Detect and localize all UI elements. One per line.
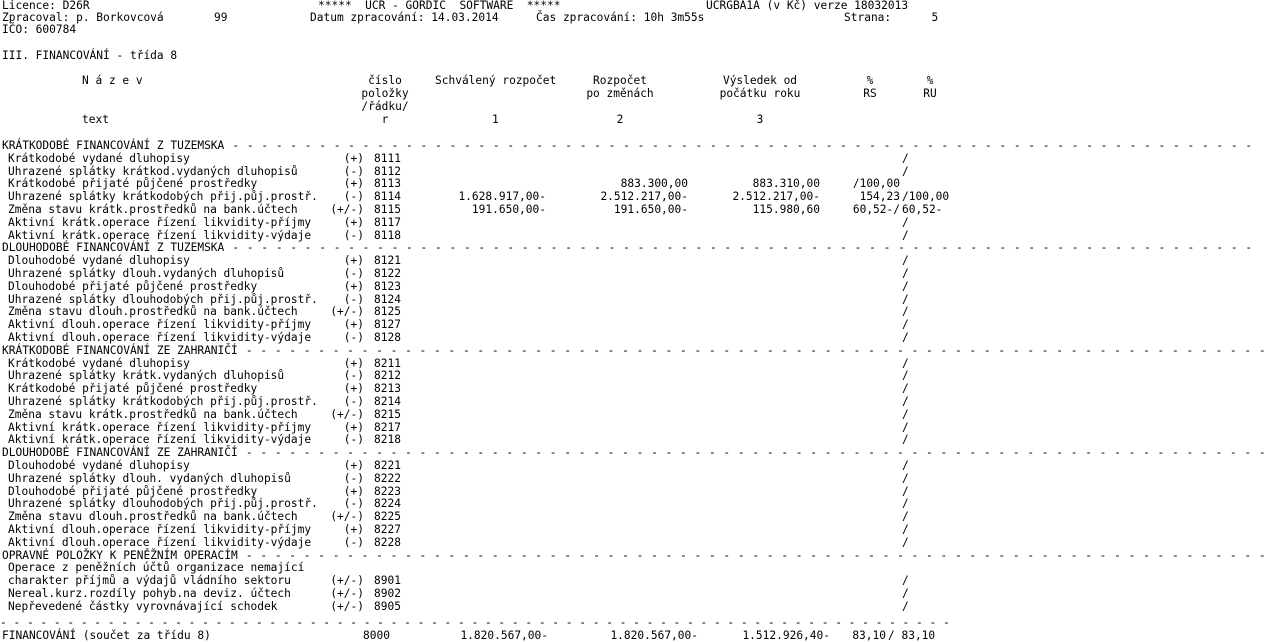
row-name: Uhrazené splátky krátkodobých přij.půj.prostř. [8,190,318,203]
section-title: III. FINANCOVÁNÍ - třída 8 [2,49,178,62]
row-number: 8214 [374,395,401,408]
row-budget [560,318,688,331]
row-sign: (+/-) [330,587,364,600]
row-result [692,523,820,536]
row-name: Změna stavu krátk.prostředků na bank.účtech [8,408,298,421]
row-result: 2.512.217,00- [732,190,820,203]
row-budget [560,152,688,165]
col-result-header-2: počátku roku [719,87,801,100]
row-approved [418,459,546,472]
row-approved: 1.628.917,00- [458,190,546,203]
row-approved [418,408,546,421]
row-number: 8213 [374,382,401,395]
row-number: 8114 [374,190,401,203]
row-number: 8228 [374,536,401,549]
col-text-header: text [82,113,109,126]
row-result: 115.980,60 [752,203,820,216]
row-sign: (+/-) [330,510,364,523]
row-approved [418,305,546,318]
row-rs: 60,52-/ [852,203,900,216]
row-number: 8117 [374,216,401,229]
row-rs: / [902,395,909,408]
row-number: 8225 [374,510,401,523]
row-name: Uhrazené splátky dlouhodobých přij.půj.prostř. [8,293,318,306]
group-heading: KRÁTKODOBÉ FINANCOVÁNÍ Z TUZEMSKA [2,139,225,152]
row-name: Aktivní dlouh.operace řízení likvidity-příjmy [8,318,312,331]
row-rs: / [902,254,909,267]
processing-time: Čas zpracování: 10h 3m55s [536,11,705,24]
row-sign: (+) [343,280,364,293]
row-budget: 883.300,00 [620,177,688,190]
row-approved [418,177,546,190]
row-number: 8905 [374,600,401,613]
row-approved [418,267,546,280]
row-number: 8115 [374,203,401,216]
row-sign: (+) [343,318,364,331]
row-approved [418,331,546,344]
row-name: Krátkodobé přijaté půjčené prostředky [8,382,258,395]
row-result [692,267,820,280]
row-rs: 154,23 [859,190,900,203]
row-sign: (+/-) [330,600,364,613]
row-sign: (-) [343,433,364,446]
row-name: Aktivní dlouh.operace řízení likvidity-výdaje [8,331,312,344]
col-ru-header-1: % [926,74,934,87]
dash-separator: - - - - - - - - - - - - - - - - - - - - - - - - - - - - - - - - - - - - - - - - - - - - - - - - - - - - - - - - - - - - - - - - - - - - - - - [245,344,1266,357]
row-name: Aktivní krátk.operace řízení likvidity-výdaje [8,433,312,446]
row-number: 8222 [374,472,401,485]
row-approved [418,369,546,382]
row-result [692,472,820,485]
row-name: Uhrazené splátky dlouh. vydaných dluhopisů [8,472,291,485]
row-rs: /100,00 [852,177,900,190]
row-budget [560,587,688,600]
row-rs: / [902,408,909,421]
row-number: 8112 [374,165,401,178]
col-num-header-2: položky [361,87,409,100]
row-rs: / [902,497,909,510]
row-result [692,152,820,165]
row-rs: / [902,382,909,395]
row-rs: / [902,267,909,280]
row-result [692,408,820,421]
row-approved: 191.650,00- [471,203,546,216]
row-approved [418,433,546,446]
report-id: UCRGBA1A (v Kč) verze 18032013 [706,0,909,12]
row-name: Aktivní krátk.operace řízení likvidity-příjmy [8,421,312,434]
row-name: Uhrazené splátky krátkod.vydaných dluhopisů [8,165,298,178]
licence-text: Licence: D26R [2,0,90,12]
row-sign: (+) [343,177,364,190]
row-result [692,433,820,446]
row-name: Uhrazené splátky krátk.vydaných dluhopisů [8,369,285,382]
row-approved [418,216,546,229]
row-name: Uhrazené splátky dlouhodobých přij.půj.prostř. [8,497,318,510]
row-result [692,305,820,318]
row-approved [418,510,546,523]
row-rs: / [902,216,909,229]
row-name: Dlouhodobé vydané dluhopisy [8,459,190,472]
row-budget [560,459,688,472]
row-number: 8125 [374,305,401,318]
row-rs: / [902,305,909,318]
row-budget [560,433,688,446]
row-budget [560,472,688,485]
total-approved: 1.820.567,00- [460,629,548,642]
col-approved-num: 1 [492,113,499,126]
row-ru: /100,00 [902,190,950,203]
row-sign: (-) [343,369,364,382]
row-number: 8221 [374,459,401,472]
row-rs: / [902,229,909,242]
row-text: Operace z peněžních účtů organizace nemající [8,561,305,574]
software-banner: ***** ÚČR - GORDIC SOFTWARE ***** [318,0,561,12]
row-result [692,369,820,382]
col-budget-num: 2 [616,113,624,126]
row-budget [560,510,688,523]
row-number: 8123 [374,280,401,293]
row-name: Aktivní dlouh.operace řízení likvidity-výdaje [8,536,312,549]
row-number: 8127 [374,318,401,331]
dash-separator: - - - - - - - - - - - - - - - - - - - - - - - - - - - - - - - - - - - - - - - - - - - - - - - - - - - - - - - - - - - - - - - - - - - - - - - [232,139,1253,152]
row-number: 8901 [374,574,401,587]
col-rs-header-1: % [866,74,874,87]
row-sign: (-) [343,229,364,242]
row-rs: / [902,165,909,178]
row-result [692,497,820,510]
row-number: 8227 [374,523,401,536]
row-name: Nepřevedené částky vyrovnávající schodek [8,600,278,613]
row-approved [418,395,546,408]
row-sign: (+/-) [330,408,364,421]
row-name: Krátkodobé vydané dluhopisy [8,357,190,370]
row-sign: (+/-) [330,305,364,318]
group-heading: DLOUHODOBÉ FINANCOVÁNÍ ZE ZAHRANIČÍ [2,446,238,459]
row-budget [560,600,688,613]
row-budget [560,395,688,408]
row-approved [418,497,546,510]
row-name: Aktivní dlouh.operace řízení likvidity-příjmy [8,523,312,536]
row-budget [560,267,688,280]
row-rs: / [902,459,909,472]
row-sign: (-) [343,331,364,344]
processed-by: Zpracoval: p. Borkovcová [2,11,164,24]
row-name: Změna stavu krátk.prostředků na bank.účtech [8,203,298,216]
row-approved [418,536,546,549]
row-rs: / [902,574,909,587]
row-sign: (+/-) [330,574,364,587]
row-approved [418,523,546,536]
row-sign: (-) [343,267,364,280]
row-budget [560,497,688,510]
row-budget [560,536,688,549]
row-budget [560,369,688,382]
row-name: Uhrazené splátky krátkodobých přij.půj.prostř. [8,395,318,408]
row-result [692,331,820,344]
row-approved [418,254,546,267]
row-budget [560,254,688,267]
total-result: 1.512.926,40- [742,629,830,642]
row-budget [560,382,688,395]
row-result [692,254,820,267]
row-sign: (+) [343,459,364,472]
row-number: 8113 [374,177,401,190]
row-number: 8218 [374,433,401,446]
processing-date: Datum zpracování: 14.03.2014 [310,11,499,24]
col-name-header: N á z e v [82,74,143,87]
ico-text: IČO: 600784 [2,23,77,36]
dash-separator: - - - - - - - - - - - - - - - - - - - - - - - - - - - - - - - - - - - - - - - - - - - - - - - - - - - - - - - - - - - - - - - - - - - - - - - [232,241,1253,254]
col-num-header-3: /řádku/ [361,100,409,113]
row-number: 8217 [374,421,401,434]
row-rs: / [902,536,909,549]
row-number: 8111 [374,152,401,165]
row-ru: 60,52- [902,203,943,216]
processor-code: 99 [214,11,228,24]
row-rs: / [902,318,909,331]
row-number: 8215 [374,408,401,421]
row-name: Dlouhodobé přijaté půjčené prostředky [8,485,258,498]
row-rs: / [902,152,909,165]
col-result-num: 3 [756,113,764,126]
row-result [692,510,820,523]
dash-separator: - - - - - - - - - - - - - - - - - - - - - - - - - - - - - - - - - - - - - - - - - - - - - - - - - - - - - - - - - - - - - - - - - - - - - - - [245,446,1266,459]
row-sign: (+) [343,421,364,434]
row-name: Aktivní krátk.operace řízení likvidity-příjmy [8,216,312,229]
group-heading: KRÁTKODOBÉ FINANCOVÁNÍ ZE ZAHRANIČÍ [2,344,238,357]
row-rs: / [902,421,909,434]
row-name: Změna stavu dlouh.prostředků na bank.účtech [8,305,298,318]
row-rs: / [902,587,909,600]
row-result [692,587,820,600]
row-approved [418,472,546,485]
row-rs: / [902,510,909,523]
row-name: charakter příjmů a výdajů vládního sektoru [8,574,291,587]
row-budget [560,523,688,536]
row-name: Aktivní krátk.operace řízení likvidity-výdaje [8,229,312,242]
row-sign: (+) [343,485,364,498]
row-budget: 2.512.217,00- [600,190,688,203]
row-result: 883.310,00 [752,177,820,190]
total-ru: / 83,10 [888,629,936,642]
row-name: Krátkodobé přijaté půjčené prostředky [8,177,258,190]
row-sign: (-) [343,165,364,178]
total-rs: 83,10 [852,629,886,642]
row-result [692,318,820,331]
row-rs: / [902,472,909,485]
row-budget: 191.650,00- [613,203,688,216]
row-name: Uhrazené splátky dlouh.vydaných dluhopisů [8,267,285,280]
row-result [692,382,820,395]
group-heading: DLOUHODOBÉ FINANCOVÁNÍ Z TUZEMSKA [2,241,225,254]
col-ru-header-2: RU [923,87,937,100]
row-rs: / [902,331,909,344]
row-sign: (+/-) [330,203,364,216]
row-result [692,216,820,229]
row-sign: (+) [343,216,364,229]
total-budget: 1.820.567,00- [610,629,698,642]
row-budget [560,280,688,293]
row-rs: / [902,433,909,446]
col-approved-header: Schválený rozpočet [435,74,557,87]
row-number: 8902 [374,587,401,600]
row-number: 8211 [374,357,401,370]
row-result [692,536,820,549]
row-approved [418,152,546,165]
row-name: Změna stavu dlouh.prostředků na bank.účtech [8,510,298,523]
row-sign: (+) [343,254,364,267]
row-number: 8223 [374,485,401,498]
row-sign: (+) [343,357,364,370]
row-number: 8224 [374,497,401,510]
row-name: Dlouhodobé přijaté půjčené prostředky [8,280,258,293]
row-sign: (-) [343,293,364,306]
dash-separator: - - - - - - - - - - - - - - - - - - - - - - - - - - - - - - - - - - - - - - - - - - - - - - - - - - - - - - - - - - - - - - - - - - - - - - - [0,616,950,629]
col-num-header-4: r [381,113,389,126]
row-name: Krátkodobé vydané dluhopisy [8,152,190,165]
row-rs: / [902,357,909,370]
row-approved [418,280,546,293]
row-name: Dlouhodobé vydané dluhopisy [8,254,190,267]
total-name: FINANCOVÁNÍ (součet za třídu 8) [2,629,211,642]
row-sign: (-) [343,190,364,203]
row-rs: / [902,293,909,306]
row-number: 8122 [374,267,401,280]
row-sign: (-) [343,536,364,549]
row-approved [418,600,546,613]
row-result [692,459,820,472]
row-approved [418,382,546,395]
row-rs: / [902,523,909,536]
row-result [692,280,820,293]
col-budget-header-1: Rozpočet [593,74,647,87]
row-rs: / [902,485,909,498]
row-name: Nereal.kurz.rozdíly pohyb.na deviz. účtech [8,587,291,600]
row-sign: (+) [343,382,364,395]
row-budget [560,408,688,421]
col-rs-header-2: RS [863,87,877,100]
row-number: 8128 [374,331,401,344]
row-sign: (+) [343,523,364,536]
row-budget [560,331,688,344]
row-number: 8124 [374,293,401,306]
row-sign: (-) [343,497,364,510]
row-result [692,574,820,587]
row-rs: / [902,369,909,382]
row-rs: / [902,280,909,293]
col-result-header-1: Výsledek od [722,74,798,87]
page-number: Strana: 5 [844,11,939,24]
total-num: 8000 [363,629,390,642]
col-budget-header-2: po změnách [586,87,654,100]
row-number: 8121 [374,254,401,267]
dash-separator: - - - - - - - - - - - - - - - - - - - - - - - - - - - - - - - - - - - - - - - - - - - - - - - - - - - - - - - - - - - - - - - - - - - - - - - [245,549,1266,562]
row-budget [560,216,688,229]
group-heading: OPRAVNÉ POLOŽKY K PENĚŽNÍM OPERACÍM [2,549,238,562]
row-sign: (-) [343,472,364,485]
row-budget [560,305,688,318]
row-rs: / [902,600,909,613]
row-sign: (-) [343,395,364,408]
row-sign: (+) [343,152,364,165]
row-number: 8212 [374,369,401,382]
row-budget [560,574,688,587]
row-approved [418,587,546,600]
row-result [692,395,820,408]
row-number: 8118 [374,229,401,242]
row-result [692,600,820,613]
col-num-header-1: číslo [368,74,402,87]
row-approved [418,574,546,587]
row-approved [418,318,546,331]
